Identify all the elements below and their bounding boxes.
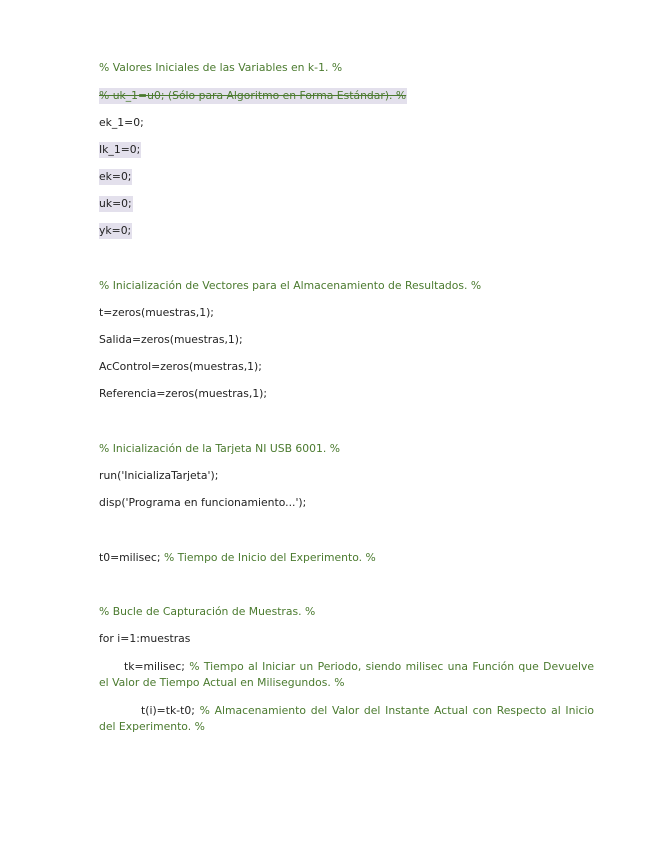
code-t0: [99, 551, 376, 565]
ti-comment: % Almacenamiento del Valor del Instante Actual con Respecto al Inicio del Experimento. %: [99, 704, 594, 733]
code-accontrol-zeros: AcControl=zeros(muestras,1);: [99, 360, 262, 373]
code-run: run('InicializaTarjeta');: [99, 469, 219, 482]
code-t-zeros: t=zeros(muestras,1);: [99, 306, 214, 319]
ik1-highlight: Ik_1=0;: [99, 143, 141, 156]
comment-uk1-strikethrough: [99, 89, 407, 103]
yk-highlight: yk=0;: [99, 224, 132, 237]
ek-highlight: ek=0;: [99, 170, 132, 183]
code-ek: [99, 170, 132, 184]
code-salida-zeros: Salida=zeros(muestras,1);: [99, 333, 243, 346]
ti-code: t(i)=tk-t0;: [141, 704, 195, 717]
code-ti-paragraph: [99, 703, 594, 735]
uk1-highlight: % uk_1=u0; (Sólo para Algoritmo en Forma Estándar). %: [99, 89, 407, 102]
code-disp: disp('Programa en funcionamiento...');: [99, 496, 307, 509]
code-ek1: ek_1=0;: [99, 116, 144, 129]
code-referencia-zeros: Referencia=zeros(muestras,1);: [99, 387, 268, 400]
code-ik1: [99, 143, 141, 157]
uk-highlight: uk=0;: [99, 197, 132, 210]
t0-code: t0=milisec;: [99, 551, 161, 564]
code-for: for i=1:muestras: [99, 632, 191, 645]
tk-comment: % Tiempo al Iniciar un Periodo, siendo milisec una Función que Devuelve el Valor de Tiempo Actual en Milisegundos. %: [99, 660, 594, 689]
tk-code: tk=milisec;: [124, 660, 185, 673]
code-yk: [99, 224, 132, 238]
code-tk-paragraph: [99, 659, 594, 691]
comment-vectors: % Inicialización de Vectores para el Almacenamiento de Resultados. %: [99, 279, 482, 292]
comment-loop: % Bucle de Capturación de Muestras. %: [99, 605, 316, 618]
t0-comment: % Tiempo de Inicio del Experimento. %: [163, 551, 376, 564]
code-uk: [99, 197, 133, 211]
comment-card-init: % Inicialización de la Tarjeta NI USB 6001. %: [99, 442, 341, 455]
comment-initial-values: % Valores Iniciales de las Variables en k-1. %: [99, 61, 343, 74]
